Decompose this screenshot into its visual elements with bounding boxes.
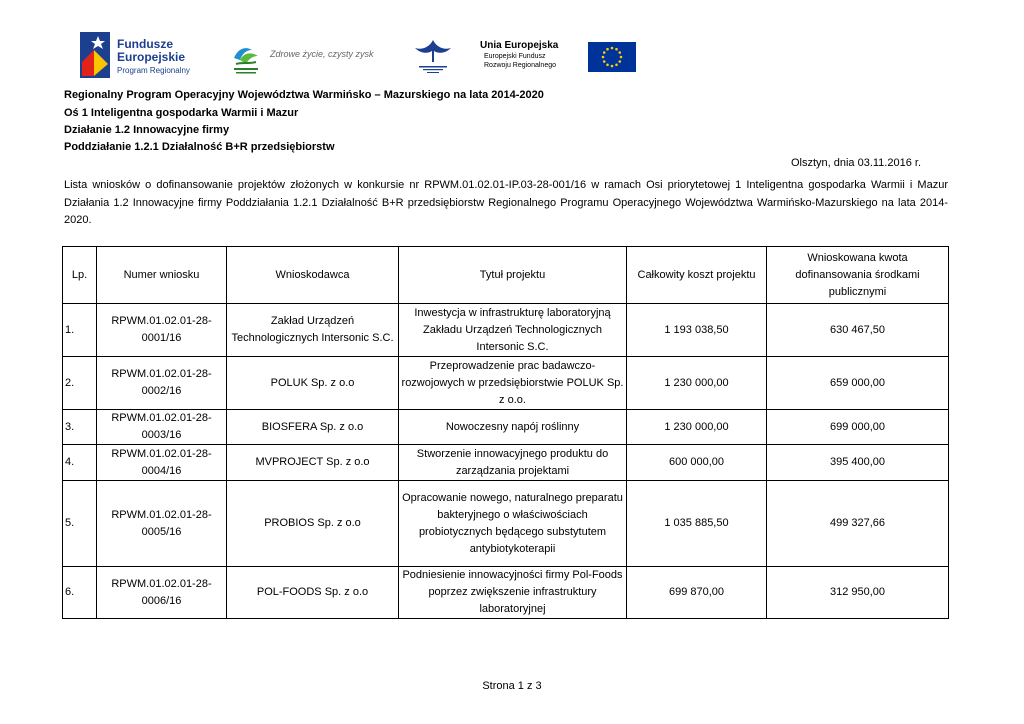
cell-kwota: 312 950,00 [767,567,949,619]
warmia-mazury-logo [228,40,388,76]
cell-koszt: 600 000,00 [627,445,767,481]
cell-wnioskodawca: Zakład Urządzeń Technologicznych Intersonic S.C. [227,304,399,357]
cell-tytul: Przeprowadzenie prac badawczo-rozwojowych w przedsiębiorstwie POLUK Sp. z o.o. [399,357,627,410]
cell-koszt: 1 035 885,50 [627,481,767,567]
cell-tytul: Stworzenie innowacyjnego produktu do zarządzania projektami [399,445,627,481]
table-row [63,445,949,481]
header-wnioskodawca: Wnioskodawca [227,247,399,304]
unia-europejska-logo [480,40,640,74]
action-title: Działanie 1.2 Innowacyjne firmy [64,124,230,136]
cell-numer: RPWM.01.02.01-28-0004/16 [97,445,227,481]
fe-subtitle: Program Regionalny [117,66,190,75]
cell-lp: 1. [63,304,97,357]
cell-lp: 3. [63,410,97,445]
agency-emblem-icon [405,36,461,76]
cell-wnioskodawca: BIOSFERA Sp. z o.o [227,410,399,445]
cell-lp: 2. [63,357,97,410]
fe-title-1: Fundusze [117,37,173,51]
table-row [63,304,949,357]
eu-star-icon [603,60,606,63]
cell-numer: RPWM.01.02.01-28-0002/16 [97,357,227,410]
header-numer: Numer wniosku [97,247,227,304]
fundusze-europejskie-logo [80,32,210,78]
warmia-mazury-mark-icon [228,40,264,76]
table-row [63,567,949,619]
eu-star-icon [618,51,621,54]
cell-numer: RPWM.01.02.01-28-0005/16 [97,481,227,567]
header-kwota: Wnioskowana kwota dofinansowania środkami publicznymi [767,247,949,304]
agency-logo [405,36,461,76]
eu-star-icon [618,60,621,63]
eu-star-icon [606,63,609,66]
table-header-row [63,247,949,304]
document-date: Olsztyn, dnia 03.11.2016 r. [790,157,921,169]
cell-wnioskodawca: POLUK Sp. z o.o [227,357,399,410]
cell-lp: 6. [63,567,97,619]
cell-tytul: Inwestycja w infrastrukturę laboratoryjną Zakładu Urządzeń Technologicznych Intersonic S.C. [399,304,627,357]
cell-tytul: Nowoczesny napój roślinny [399,410,627,445]
table-row [63,481,949,567]
cell-numer: RPWM.01.02.01-28-0006/16 [97,567,227,619]
header-lp: Lp. [63,247,97,304]
table-row [63,410,949,445]
cell-koszt: 1 230 000,00 [627,357,767,410]
cell-wnioskodawca: PROBIOS Sp. z o.o [227,481,399,567]
eu-star-icon [611,47,614,50]
eu-star-icon [603,51,606,54]
cell-kwota: 630 467,50 [767,304,949,357]
warmia-slogan: Zdrowe życie, czysty zysk [270,49,374,59]
eu-star-icon [620,56,623,59]
eu-flag-icon [588,42,636,72]
cell-koszt: 1 193 038,50 [627,304,767,357]
eu-title: Unia Europejska [480,40,559,51]
cell-lp: 4. [63,445,97,481]
cell-kwota: 395 400,00 [767,445,949,481]
cell-numer: RPWM.01.02.01-28-0003/16 [97,410,227,445]
cell-koszt: 699 870,00 [627,567,767,619]
cell-kwota: 659 000,00 [767,357,949,410]
eu-star-icon [611,65,614,68]
applications-table [62,246,949,619]
eu-fund-line-1: Europejski Fundusz [484,53,546,60]
subaction-title: Poddziałanie 1.2.1 Działalność B+R przedsiębiorstw [64,141,335,153]
eu-star-icon [602,56,605,59]
intro-paragraph: Lista wniosków o dofinansowanie projektów złożonych w konkursie nr RPWM.01.02.01-IP.03-28-001/16 w ramach Osi priorytetowej 1 Inteligentna gospodarka Warmii i Mazur Działania 1.2 Innowacyjne firmy Poddziałania 1.2.1 Działalność B+R przedsiębiorstw Regionalnego Programu Operacyjnego Województwa Warmińsko-Mazurskiego na lata 2014-2020. [64,179,948,226]
logo-bar [0,0,1024,80]
program-title: Regionalny Program Operacyjny Województwa Warmińsko – Mazurskiego na lata 2014-2020 [64,89,544,101]
header-koszt: Całkowity koszt projektu [627,247,767,304]
eu-star-icon [615,48,618,51]
cell-tytul: Opracowanie nowego, naturalnego preparatu bakteryjnego o właściwościach probiotycznych będącego substytutem antybiotykoterapii [399,481,627,567]
table-row [63,357,949,410]
axis-title: Oś 1 Inteligentna gospodarka Warmii i Mazur [64,107,299,119]
fe-title-2: Europejskie [117,50,186,64]
cell-kwota: 499 327,66 [767,481,949,567]
header-tytul: Tytuł projektu [399,247,627,304]
cell-wnioskodawca: POL-FOODS Sp. z o.o [227,567,399,619]
eu-star-icon [606,48,609,51]
cell-lp: 5. [63,481,97,567]
fe-flag-icon [80,32,110,78]
cell-kwota: 699 000,00 [767,410,949,445]
cell-wnioskodawca: MVPROJECT Sp. z o.o [227,445,399,481]
cell-numer: RPWM.01.02.01-28-0001/16 [97,304,227,357]
cell-koszt: 1 230 000,00 [627,410,767,445]
eu-star-icon [615,63,618,66]
cell-tytul: Podniesienie innowacyjności firmy Pol-Foods poprzez zwiększenie infrastruktury laboratoryjnej [399,567,627,619]
eu-fund-line-2: Rozwoju Regionalnego [484,62,556,69]
page-number: Strona 1 z 3 [482,680,542,692]
